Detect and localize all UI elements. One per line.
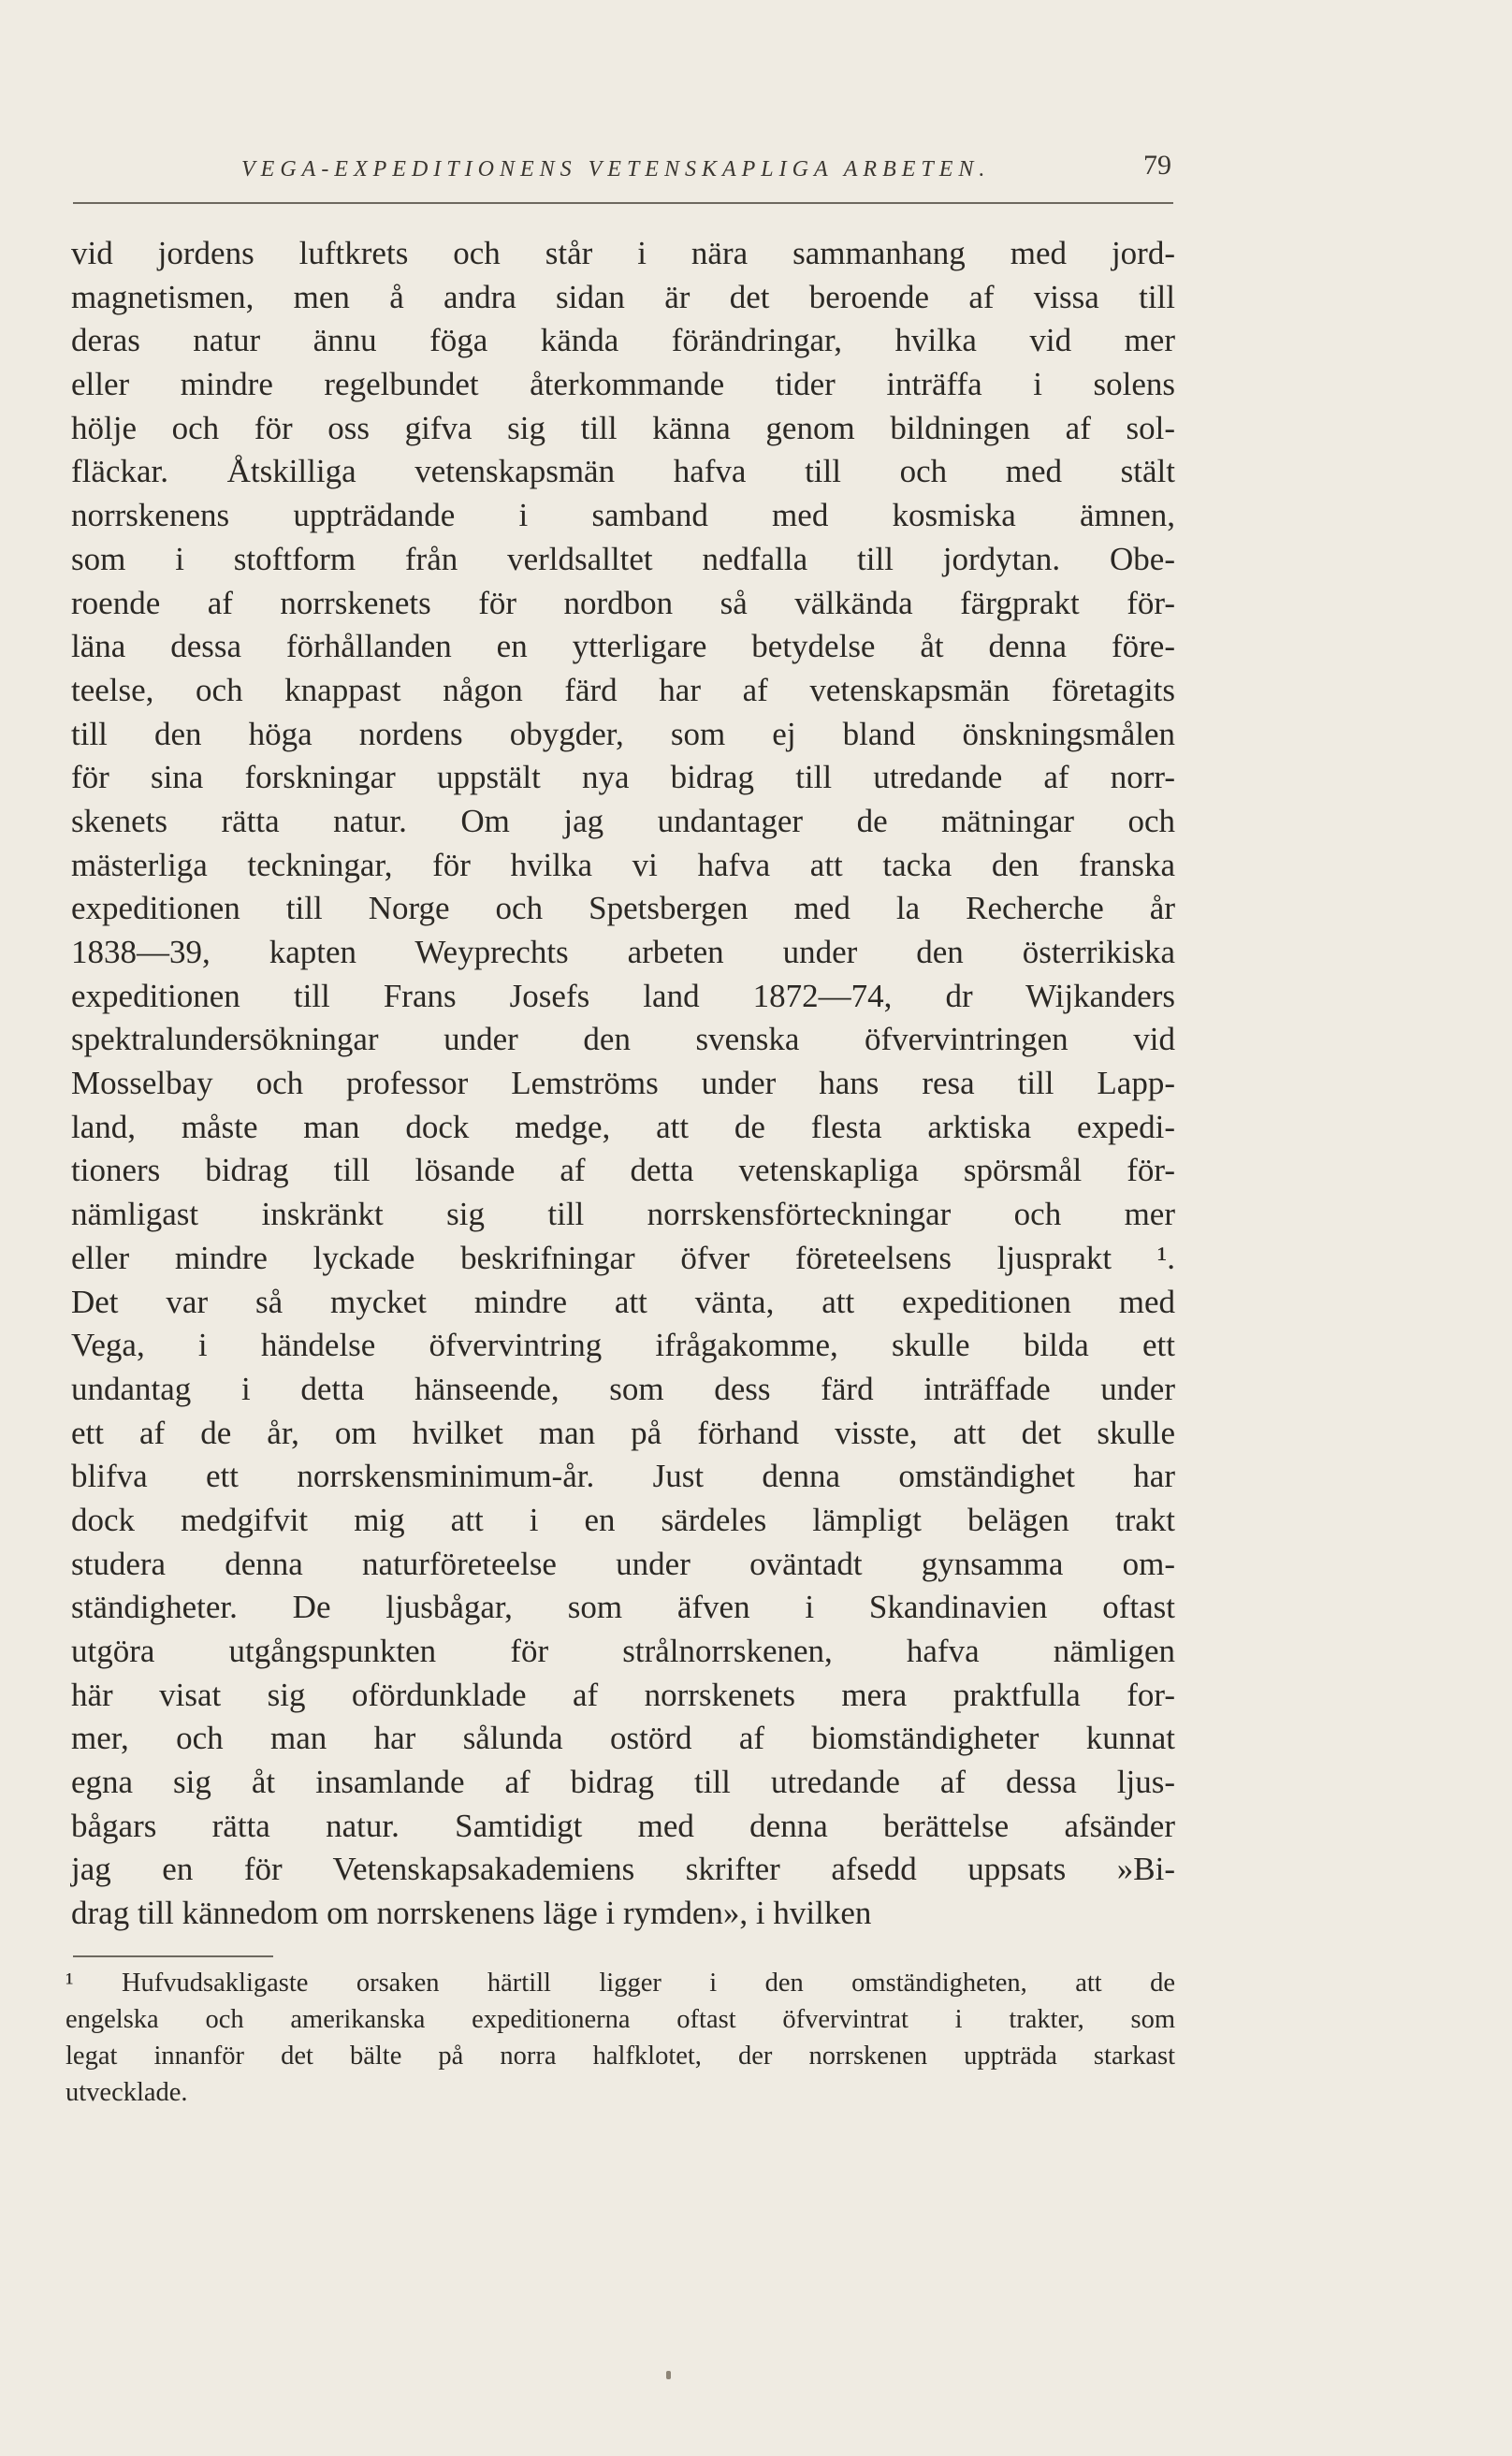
body-line: hölje och för oss gifva sig till känna genom bildningen af sol- <box>71 409 1175 446</box>
ink-speck <box>666 2371 671 2379</box>
body-line: undantag i detta hänseende, som dess färd inträffade under <box>71 1370 1175 1407</box>
body-line: dock medgifvit mig att i en särdeles lämpligt belägen trakt <box>71 1501 1175 1538</box>
footnote-line: legat innanför det bälte på norra halfklotet, der norrskenen uppträda starkast <box>65 2042 1175 2071</box>
body-line: skenets rätta natur. Om jag undantager de mätningar och <box>71 802 1175 839</box>
running-header: VEGA-EXPEDITIONENS VETENSKAPLIGA ARBETEN. <box>241 157 991 182</box>
body-line: deras natur ännu föga kända förändringar, hvilka vid mer <box>71 322 1175 359</box>
body-line: Vega, i händelse öfvervintring ifrågakomme, skulle bilda ett <box>71 1327 1175 1364</box>
body-line: för sina forskningar uppstält nya bidrag till utredande af norr- <box>71 759 1175 796</box>
body-line: som i stoftform från verldsalltet nedfalla till jordytan. Obe- <box>71 540 1175 577</box>
body-line: tioners bidrag till lösande af detta vetenskapliga spörsmål för- <box>71 1152 1175 1189</box>
body-line: bågars rätta natur. Samtidigt med denna berättelse afsänder <box>71 1807 1175 1844</box>
body-line: Mosselbay och professor Lemströms under hans resa till Lapp- <box>71 1065 1175 1102</box>
body-line: läna dessa förhållanden en ytterligare betydelse åt denna före- <box>71 628 1175 665</box>
body-line: eller mindre regelbundet återkommande tider inträffa i solens <box>71 366 1175 403</box>
body-line: expeditionen till Norge och Spetsbergen med la Recherche år <box>71 890 1175 927</box>
body-line: studera denna naturföreteelse under oväntadt gynsamma om- <box>71 1545 1175 1582</box>
footnote <box>65 1965 1175 2111</box>
footnote-line: engelska och amerikanska expeditionerna oftast öfvervintrat i trakter, som <box>65 2005 1175 2034</box>
body-line: nämligast inskränkt sig till norrskensförteckningar och mer <box>71 1196 1175 1233</box>
body-line: vid jordens luftkrets och står i nära sammanhang med jord- <box>71 235 1175 271</box>
footnote-rule <box>73 1955 273 1957</box>
body-line: egna sig åt insamlande af bidrag till utredande af dessa ljus- <box>71 1764 1175 1801</box>
body-line: eller mindre lyckade beskrifningar öfver företeelsens ljusprakt ¹. <box>71 1239 1175 1276</box>
body-line: teelse, och knappast någon färd har af vetenskapsmän företagits <box>71 671 1175 708</box>
body-line: här visat sig ofördunklade af norrskenets mera praktfulla for- <box>71 1676 1175 1713</box>
body-line: land, måste man dock medge, att de flesta arktiska expedi- <box>71 1108 1175 1145</box>
body-line: ständigheter. De ljusbågar, som äfven i Skandinavien oftast <box>71 1589 1175 1626</box>
body-text <box>71 232 1175 1936</box>
body-line: mästerliga teckningar, för hvilka vi hafva att tacka den franska <box>71 846 1175 883</box>
body-line: till den höga nordens obygder, som ej bland önskningsmålen <box>71 715 1175 752</box>
body-line: spektralundersökningar under den svenska öfvervintringen vid <box>71 1021 1175 1058</box>
body-line: 1838—39, kapten Weyprechts arbeten under den österrikiska <box>71 934 1175 970</box>
body-line: norrskenens uppträdande i samband med kosmiska ämnen, <box>71 497 1175 534</box>
page-number: 79 <box>1143 150 1171 181</box>
footnote-line: utvecklade. <box>65 2078 188 2107</box>
body-line: utgöra utgångspunkten för strålnorrskenen, hafva nämligen <box>71 1633 1175 1669</box>
header-rule <box>73 202 1173 204</box>
body-line: drag till kännedom om norrskenens läge i rymden», i hvilken <box>71 1895 872 1932</box>
body-line: magnetismen, men å andra sidan är det beroende af vissa till <box>71 278 1175 315</box>
body-line: ett af de år, om hvilket man på förhand visste, att det skulle <box>71 1414 1175 1451</box>
body-line: roende af norrskenets för nordbon så välkända färgprakt för- <box>71 584 1175 621</box>
body-line: Det var så mycket mindre att vänta, att expeditionen med <box>71 1283 1175 1320</box>
body-line: expeditionen till Frans Josefs land 1872—74, dr Wijkanders <box>71 977 1175 1014</box>
footnote-line: ¹ Hufvudsakligaste orsaken härtill ligger i den omständigheten, att de <box>65 1969 1175 1998</box>
body-line: fläckar. Åtskilliga vetenskapsmän hafva till och med stält <box>71 453 1175 490</box>
body-line: blifva ett norrskensminimum-år. Just denna omständighet har <box>71 1458 1175 1495</box>
body-line: mer, och man har sålunda ostörd af biomständigheter kunnat <box>71 1720 1175 1757</box>
body-line: jag en för Vetenskapsakademiens skrifter afsedd uppsats »Bi- <box>71 1851 1175 1888</box>
